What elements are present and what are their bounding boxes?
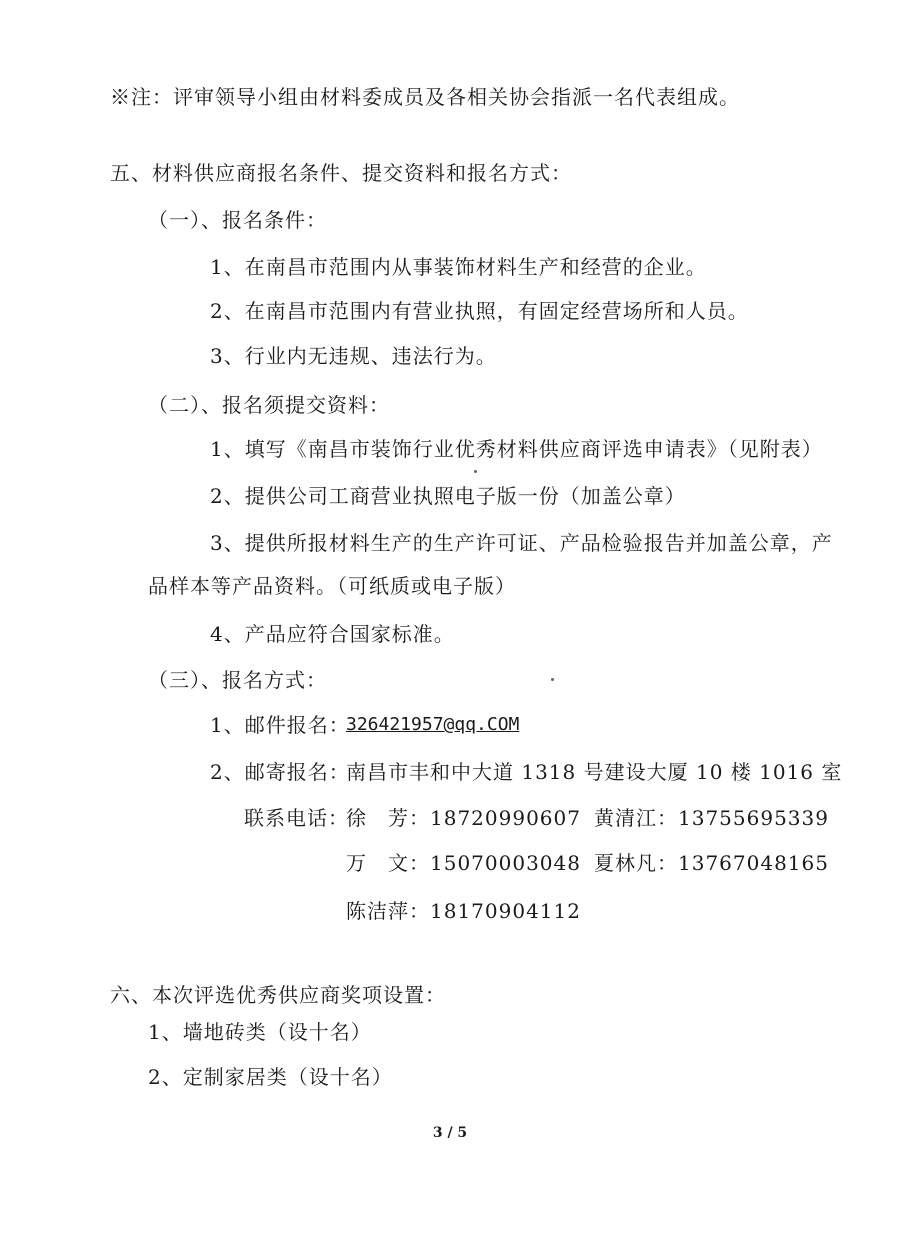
note-text: ※注：评审领导小组由材料委成员及各相关协会指派一名代表组成。 [110, 85, 740, 109]
mail-label: 2、邮寄报名： [210, 760, 350, 784]
sub3-title: （三）、报名方式： [148, 668, 327, 692]
email-link[interactable]: 326421957@qq.COM [346, 714, 520, 735]
section5-heading: 五、材料供应商报名条件、提交资料和报名方式： [110, 161, 572, 185]
sub2-item-3-cont: 品样本等产品资料。（可纸质或电子版） [148, 574, 516, 598]
sub2-title: （二）、报名须提交资料： [148, 393, 390, 417]
contact-4: 夏林凡：13767048165 [594, 851, 829, 875]
section6-heading: 六、本次评选优秀供应商奖项设置： [110, 983, 446, 1007]
sub1-title: （一）、报名条件： [148, 208, 327, 232]
mail-address: 南昌市丰和中大道 1318 号建设大厦 10 楼 1016 室 [346, 760, 843, 784]
contact-1: 徐 芳：18720990607 [346, 806, 581, 830]
contact-3: 万 文：15070003048 [346, 851, 581, 875]
scan-speck [474, 470, 477, 473]
sub2-item-1: 1、填写《南昌市装饰行业优秀材料供应商评选申请表》（见附表） [210, 437, 823, 461]
sub2-item-3: 3、提供所报材料生产的生产许可证、产品检验报告并加盖公章，产 [210, 531, 833, 555]
sub1-item-1: 1、在南昌市范围内从事装饰材料生产和经营的企业。 [210, 255, 707, 279]
sub1-item-2: 2、在南昌市范围内有营业执照，有固定经营场所和人员。 [210, 299, 749, 323]
sub2-item-4: 4、产品应符合国家标准。 [210, 622, 455, 646]
contact-2: 黄清江：13755695339 [594, 806, 829, 830]
sub1-item-3: 3、行业内无违规、违法行为。 [210, 344, 497, 368]
email-label: 1、邮件报名： [210, 713, 350, 737]
page-number: 3 / 5 [432, 1125, 468, 1141]
contact-5: 陈洁萍：18170904112 [346, 899, 581, 923]
sub2-item-2: 2、提供公司工商营业执照电子版一份（加盖公章） [210, 484, 686, 508]
section6-item-1: 1、墙地砖类（设十名） [148, 1020, 372, 1044]
contact-label: 联系电话： [244, 806, 349, 830]
section6-item-2: 2、定制家居类（设十名） [148, 1065, 393, 1089]
scan-speck [551, 678, 554, 681]
